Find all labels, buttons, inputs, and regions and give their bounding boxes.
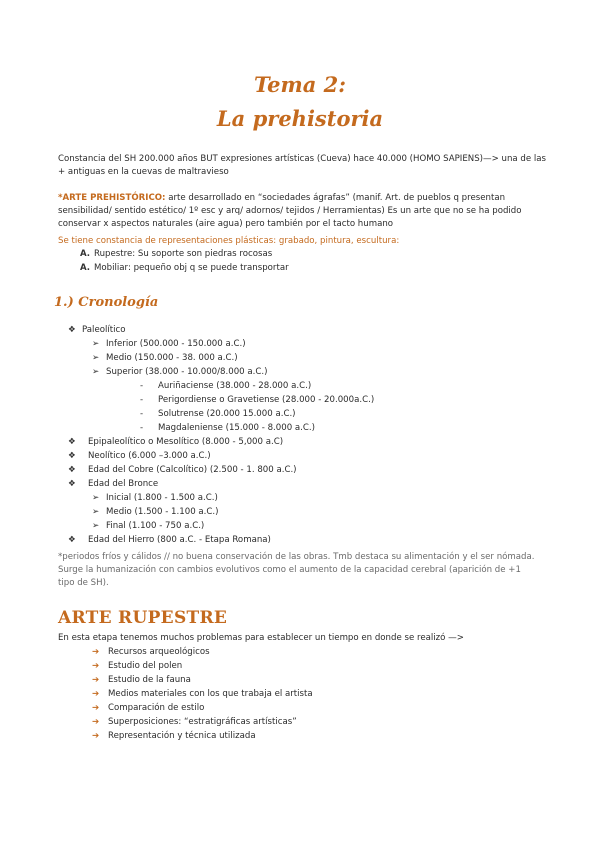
diamond-bullet-icon: ❖ [68,325,76,335]
cronologia-item: ❖ Edad del Bronce [68,479,159,489]
cronologia-subsubitem: - Auriñaciense (38.000 - 28.000 a.C.) [140,381,312,391]
section-heading-cronologia: 1.) Cronología [54,295,159,310]
list-marker: A. [80,263,91,273]
list-item: ➔ Recursos arqueológicos [92,647,210,657]
cronologia-subitem: ➢ Medio (1.500 - 1.100 a.C.) [92,507,219,517]
cronologia-item: ❖ Edad del Hierro (800 a.C. - Etapa Romana) [68,535,271,545]
diamond-bullet-icon: ❖ [68,535,76,545]
type-item-text: Rupestre: Su soporte son piedras rocosas [94,249,273,259]
type-item-rupestre [80,248,272,261]
diamond-bullet-icon: ❖ [68,451,76,461]
intro-paragraph: Constancia del SH 200.000 años BUT expresiones artísticas (Cueva) hace 40.000 (HOMO SAPIENS)—> una de las + antiguas en la cuevas de maltravieso [58,154,547,177]
list-item: ➔ Superposiciones: “estratigráficas artísticas” [92,717,297,727]
cronologia-item: ❖ Edad del Cobre (Calcolítico) (2.500 - 1. 800 a.C.) [68,465,297,475]
arrow-right-icon: ➔ [92,689,100,699]
diamond-bullet-icon: ❖ [68,437,76,447]
arte-prehistorico-label: *ARTE PREHISTÓRICO: [58,193,166,203]
cronologia-item: ❖ Paleolítico [68,325,126,335]
cronologia-subitem: ➢ Superior (38.000 - 10.000/8.000 a.C.) [92,367,268,377]
list-item: ➔ Estudio de la fauna [92,675,191,685]
arrow-bullet-icon: ➢ [92,339,100,349]
arte-prehistorico-text: arte desarrollado en “sociedades ágrafas” (manif. Art. de pueblos q presentan sensibilidad/ sentido estético/ 1º esc y arq/ adornos/ tejidos / Herramientas) Es un arte que no se ha podido conservar x aspectos naturales (aire agua) pero también por el tacto humano [58,193,522,229]
cronologia-subitem: ➢ Medio (150.000 - 38. 000 a.C.) [92,353,238,363]
arrow-bullet-icon: ➢ [92,367,100,377]
arrow-right-icon: ➔ [92,661,100,671]
diamond-bullet-icon: ❖ [68,479,76,489]
arrow-right-icon: ➔ [92,675,100,685]
title-line-1: Tema 2: [253,72,347,97]
cronologia-item: ❖ Epipaleolítico o Mesolítico (8.000 - 5,000 a.C) [68,437,284,447]
arrow-bullet-icon: ➢ [92,493,100,503]
cronologia-subsubitem: - Solutrense (20.000 15.000 a.C.) [140,409,296,419]
cronologia-item: ❖ Neolítico (6.000 –3.000 a.C.) [68,451,211,461]
cronologia-subsubitem: - Magdaleniense (15.000 - 8.000 a.C.) [140,423,315,433]
arrow-bullet-icon: ➢ [92,353,100,363]
list-marker: A. [80,249,91,259]
cronologia-subsubitem: - Perigordiense o Gravetiense (28.000 - 20.000a.C.) [140,395,375,405]
list-item: ➔ Representación y técnica utilizada [92,731,256,741]
list-item: ➔ Estudio del polen [92,661,183,671]
periodos-note: *periodos fríos y cálidos // no buena conservación de las obras. Tmb destaca su alimentación y el ser nómada. Surge la humanización con cambios evolutivos como el aumento de la capacidad cerebral (aparición de +1 tipo de SH). [58,552,535,588]
diamond-bullet-icon: ❖ [68,465,76,475]
section-heading-arte-rupestre: ARTE RUPESTRE [58,608,228,628]
arrow-right-icon: ➔ [92,731,100,741]
arrow-right-icon: ➔ [92,703,100,713]
list-item: ➔ Comparación de estilo [92,703,205,713]
list-item: ➔ Medios materiales con los que trabaja el artista [92,689,313,699]
cronologia-subitem: ➢ Final (1.100 - 750 a.C.) [92,521,205,531]
cronologia-subitem: ➢ Inferior (500.000 - 150.000 a.C.) [92,339,246,349]
dash-bullet-icon: - [140,381,144,391]
cronologia-subitem: ➢ Inicial (1.800 - 1.500 a.C.) [92,493,218,503]
rupestre-intro: En esta etapa tenemos muchos problemas para establecer un tiempo en donde se realizó —> [58,633,464,643]
dash-bullet-icon: - [140,395,144,405]
arte-prehistorico-paragraph [58,192,548,231]
constancia-line: Se tiene constancia de representaciones plásticas: grabado, pintura, escultura: [58,236,400,246]
type-item-text: Mobiliar: pequeño obj q se puede transportar [94,263,289,273]
arrow-right-icon: ➔ [92,717,100,727]
dash-bullet-icon: - [140,409,144,419]
arrow-bullet-icon: ➢ [92,521,100,531]
dash-bullet-icon: - [140,423,144,433]
title-line-2: La prehistoria [216,106,384,131]
arrow-right-icon: ➔ [92,647,100,657]
type-item-mobiliar [80,262,289,275]
arrow-bullet-icon: ➢ [92,507,100,517]
